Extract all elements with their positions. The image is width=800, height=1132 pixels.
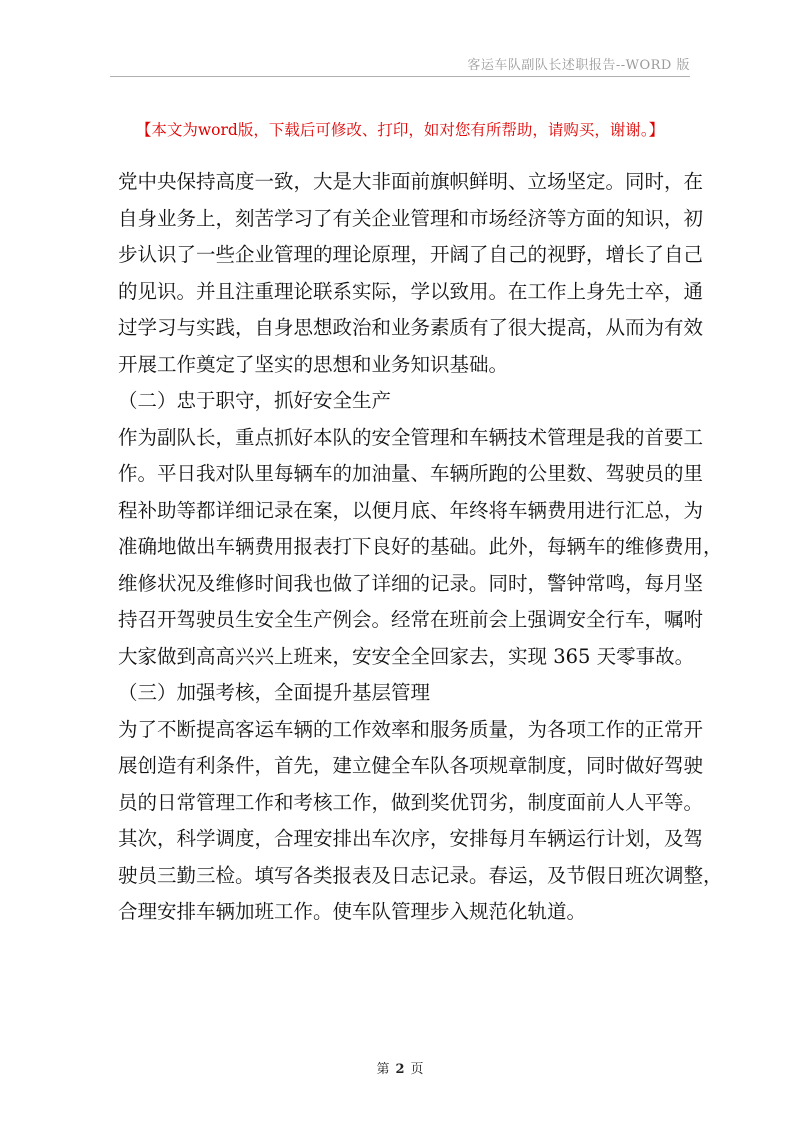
body-line: 驶员三勤三检。填写各类报表及日志记录。春运，及节假日班次调整， — [118, 863, 723, 887]
header-rule — [110, 76, 690, 77]
body-line: 员的日常管理工作和考核工作，做到奖优罚劣，制度面前人人平等。 — [118, 790, 704, 814]
body-line: 维修状况及维修时间我也做了详细的记录。同时，警钟常鸣，每月坚 — [118, 571, 704, 595]
body-line: 作为副队长，重点抓好本队的安全管理和车辆技术管理是我的首要工 — [118, 425, 704, 449]
body-line: 过学习与实践，自身思想政治和业务素质有了很大提高，从而为有效 — [118, 316, 704, 339]
page-number: 2 — [395, 1062, 405, 1077]
body-line: 开展工作奠定了坚实的思想和业务知识基础。 — [118, 352, 509, 376]
body-line: 程补助等都详细记录在案，以便月底、年终将车辆费用进行汇总，为 — [118, 498, 704, 522]
footer-suffix: 页 — [410, 1062, 424, 1077]
body-text — [118, 164, 723, 931]
purchase-notice: 【本文为word版，下载后可修改、打印，如对您有所帮助，请购买，谢谢。】 — [135, 121, 665, 139]
body-line: 为了不断提高客运车辆的工作效率和服务质量，为各项工作的正常开 — [118, 717, 704, 741]
body-line: 展创造有利条件，首先，建立健全车队各项规章制度，同时做好驾驶 — [118, 754, 704, 777]
body-line: 合理安排车辆加班工作。使车队管理步入规范化轨道。 — [118, 900, 587, 923]
body-line: 自身业务上，刻苦学习了有关企业管理和市场经济等方面的知识，初 — [118, 206, 704, 230]
section-heading-3: （三）加强考核，全面提升基层管理 — [118, 681, 431, 704]
footer-prefix: 第 — [376, 1062, 390, 1077]
body-line: 其次，科学调度，合理安排出车次序，安排每月车辆运行计划，及驾 — [118, 827, 704, 850]
body-line: 步认识了一些企业管理的理论原理，开阔了自己的视野，增长了自己 — [118, 243, 704, 266]
body-line: 作。平日我对队里每辆车的加油量、车辆所跑的公里数、驾驶员的里 — [118, 462, 704, 485]
page-footer — [0, 1058, 800, 1077]
section-heading-2: （二）忠于职守，抓好安全生产 — [118, 389, 392, 412]
running-header-title: 客运车队副队长述职报告--WORD 版 — [467, 58, 690, 73]
body-line: 持召开驾驶员生安全生产例会。经常在班前会上强调安全行车，嘱咐 — [118, 608, 704, 631]
body-line: 大家做到高高兴兴上班来，安安全全回家去，实现 365 天零事故。 — [118, 644, 695, 668]
body-line: 的见识。并且注重理论联系实际，学以致用。在工作上身先士卒，通 — [118, 279, 704, 303]
body-line: 准确地做出车辆费用报表打下良好的基础。此外，每辆车的维修费用， — [118, 535, 723, 558]
body-line: 党中央保持高度一致，大是大非面前旗帜鲜明、立场坚定。同时，在 — [118, 170, 704, 193]
